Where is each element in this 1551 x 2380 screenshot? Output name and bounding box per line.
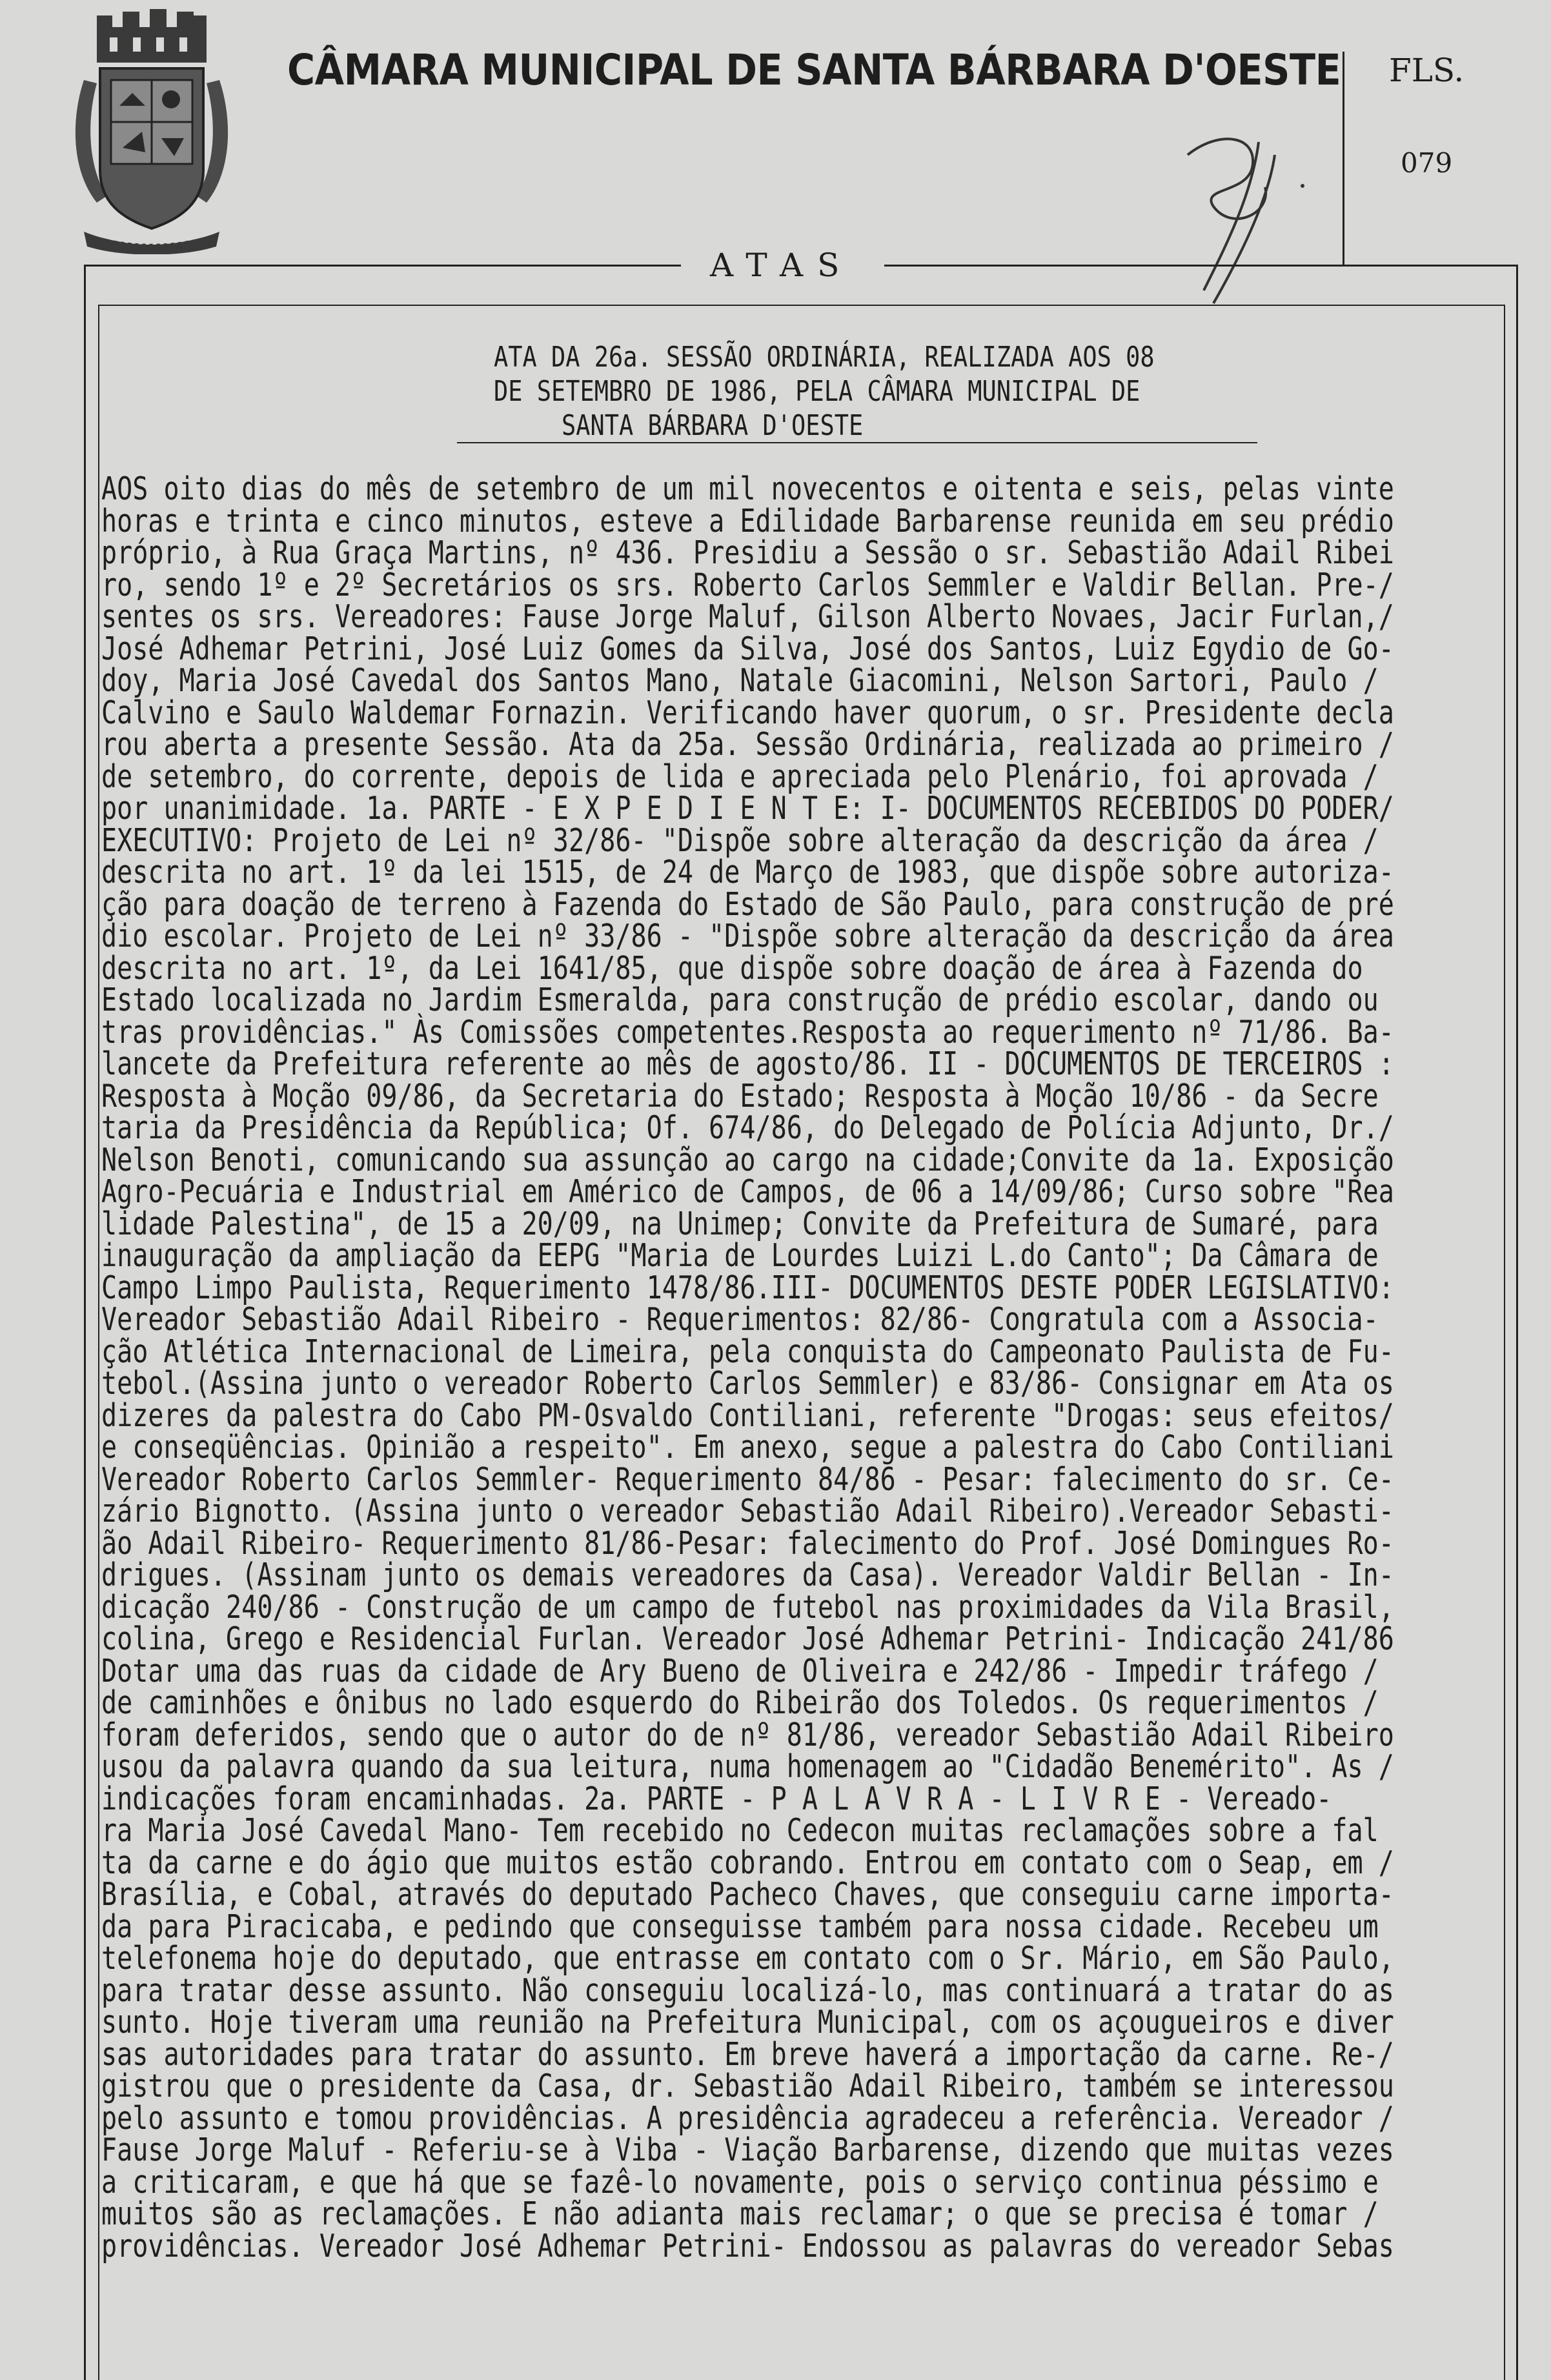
minutes-text-line: sas autoridades para tratar do assunto. Em breve haverá a importação da carne. Re-/: [101, 2035, 1394, 2073]
minutes-text-line: de setembro, do corrente, depois de lida e apreciada pelo Plenário, foi aprovada /: [101, 758, 1379, 795]
minutes-text-line: Nelson Benoti, comunicando sua assunção ao cargo na cidade;Convite da 1a. Exposição: [101, 1141, 1394, 1178]
minutes-text-line: para tratar desse assunto. Não conseguiu localizá-lo, mas continuará a tratar do as: [101, 1972, 1394, 2009]
heading-underline: [457, 442, 1257, 443]
minutes-text-line: descrita no art. 1º, da Lei 1641/85, que dispõe sobre doação de área à Fazenda do: [101, 949, 1363, 987]
section-title: ATAS: [710, 247, 854, 284]
minutes-text-line: próprio, à Rua Graça Martins, nº 436. Presidiu a Sessão o sr. Sebastião Adail Ribei: [101, 534, 1394, 571]
minutes-text-line: a criticaram, e que há que se fazê-lo novamente, pois o serviço continua péssimo e: [101, 2163, 1379, 2201]
heading-line: SANTA BÁRBARA D'OESTE: [562, 409, 864, 442]
fls-label: FLS.: [1389, 52, 1465, 89]
minutes-text-line: indicações foram encaminhadas. 2a. PARTE - P A L A V R A - L I V R E - Vereado-: [101, 1780, 1332, 1817]
minutes-text-line: drigues. (Assinam junto os demais vereadores da Casa). Vereador Valdir Bellan - In-: [101, 1557, 1394, 1593]
minutes-text-line: e conseqüências. Opinião a respeito". Em anexo, segue a palestra do Cabo Contiliani: [101, 1429, 1394, 1466]
minutes-text-line: Campo Limpo Paulista, Requerimento 1478/86.III- DOCUMENTOS DESTE PODER LEGISLATIVO:: [101, 1269, 1394, 1306]
minutes-text-line: José Adhemar Petrini, José Luiz Gomes da Silva, José dos Santos, Luiz Egydio de Go-: [101, 630, 1394, 667]
outer-frame-top-right: [884, 265, 1518, 267]
minutes-text-line: ção para doação de terreno à Fazenda do Estado de São Paulo, para construção de pré: [101, 885, 1394, 923]
outer-frame-top-left: [84, 265, 681, 267]
heading-line: ATA DA 26a. SESSÃO ORDINÁRIA, REALIZADA AOS 08: [494, 341, 1155, 374]
minutes-text-line: dicação 240/86 - Construção de um campo de futebol nas proximidades da Vila Brasil,: [101, 1588, 1394, 1626]
minutes-text-line: Brasília, e Cobal, através do deputado Pacheco Chaves, que conseguiu carne importa-: [101, 1876, 1394, 1913]
minutes-text-line: descrita no art. 1º da lei 1515, de 24 de Março de 1983, que dispõe sobre autoriza-: [101, 854, 1394, 891]
minutes-text-line: Estado localizada no Jardim Esmeralda, para construção de prédio escolar, dando ou: [101, 982, 1379, 1018]
minutes-text-line: ta da carne e do ágio que muitos estão cobrando. Entrou em contato com o Seap, em /: [101, 1844, 1394, 1881]
minutes-text-line: colina, Grego e Residencial Furlan. Vereador José Adhemar Petrini- Indicação 241/86: [101, 1620, 1394, 1657]
institution-title: CÂMARA MUNICIPAL DE SANTA BÁRBARA D'OESTE: [287, 45, 1341, 95]
minutes-text-line: tras providências." Às Comissões competentes.Resposta ao requerimento nº 71/86. Ba-: [101, 1013, 1394, 1051]
minutes-text-line: dio escolar. Projeto de Lei nº 33/86 - "Dispõe sobre alteração da descrição da área: [101, 918, 1394, 954]
minutes-text-line: usou da palavra quando da sua leitura, numa homenagem ao "Cidadão Benemérito". As /: [101, 1748, 1394, 1785]
header-divider: [1343, 52, 1344, 265]
minutes-text-line: providências. Vereador José Adhemar Petrini- Endossou as palavras do vereador Sebas: [101, 2227, 1394, 2264]
minutes-text-line: Vereador Roberto Carlos Semmler- Requerimento 84/86 - Pesar: falecimento do sr. Ce-: [101, 1460, 1394, 1498]
minutes-text-line: Calvino e Saulo Waldemar Fornazin. Verificando haver quorum, o sr. Presidente decla: [101, 694, 1394, 731]
minutes-text-line: da para Piracicaba, e pedindo que conseguisse também para nossa cidade. Recebeu um: [101, 1908, 1379, 1945]
minutes-text-line: doy, Maria José Cavedal dos Santos Mano, Natale Giacomini, Nelson Sartori, Paulo /: [101, 662, 1379, 699]
minutes-text-line: ção Atlética Internacional de Limeira, pela conquista do Campeonato Paulista de Fu-: [101, 1333, 1394, 1370]
minutes-text-line: Dotar uma das ruas da cidade de Ary Bueno de Oliveira e 242/86 - Impedir tráfego /: [101, 1652, 1379, 1689]
minutes-text-line: Fause Jorge Maluf - Referiu-se à Viba - Viação Barbarense, dizendo que muitas vezes: [101, 2132, 1394, 2168]
minutes-text-line: zário Bignotto. (Assina junto o vereador Sebastião Adail Ribeiro).Vereador Sebasti-: [101, 1493, 1394, 1529]
minutes-text-line: Vereador Sebastião Adail Ribeiro - Requerimentos: 82/86- Congratula com a Associa-: [101, 1301, 1379, 1338]
minutes-text-line: rou aberta a presente Sessão. Ata da 25a. Sessão Ordinária, realizada ao primeiro /: [101, 726, 1394, 763]
minutes-text-line: dizeres da palestra do Cabo PM-Osvaldo Contiliani, referente "Drogas: seus efeitos/: [101, 1397, 1394, 1434]
minutes-text-line: horas e trinta e cinco minutos, esteve a Edilidade Barbarense reunida em seu prédio: [101, 502, 1394, 540]
minutes-text-line: tebol.(Assina junto o vereador Roberto Carlos Semmler) e 83/86- Consignar em Ata os: [101, 1365, 1394, 1402]
minutes-text-line: ra Maria José Cavedal Mano- Tem recebido no Cedecon muitas reclamações sobre a fal: [101, 1812, 1379, 1849]
minutes-text-line: AOS oito dias do mês de setembro de um mil novecentos e oitenta e seis, pelas vinte: [101, 470, 1394, 507]
minutes-text-line: por unanimidade. 1a. PARTE - E X P E D I E N T E: I- DOCUMENTOS RECEBIDOS DO PODER/: [101, 790, 1394, 827]
minutes-text-line: sunto. Hoje tiveram uma reunião na Prefeitura Municipal, com os açougueiros e diver: [101, 2004, 1394, 2041]
minutes-text-line: foram deferidos, sendo que o autor do de nº 81/86, vereador Sebastião Adail Ribeiro: [101, 1716, 1394, 1753]
heading-line: DE SETEMBRO DE 1986, PELA CÂMARA MUNICIPAL DE: [494, 375, 1140, 408]
minutes-text-line: pelo assunto e tomou providências. A presidência agradeceu a referência. Vereador /: [101, 2099, 1394, 2137]
minutes-text-line: Agro-Pecuária e Industrial em Américo de Campos, de 06 a 14/09/86; Curso sobre "Rea: [101, 1173, 1394, 1210]
minutes-text-line: lidade Palestina", de 15 a 20/09, na Unimep; Convite da Prefeitura de Sumaré, para: [101, 1205, 1379, 1242]
page-number: 079: [1401, 147, 1453, 179]
minutes-text-line: de caminhões e ônibus no lado esquerdo do Ribeirão dos Toledos. Os requerimentos /: [101, 1684, 1379, 1721]
minutes-text-line: muitos são as reclamações. E não adianta mais reclamar; o que se precisa é tomar /: [101, 2195, 1379, 2232]
minutes-text-line: lancete da Prefeitura referente ao mês de agosto/86. II - DOCUMENTOS DE TERCEIROS :: [101, 1045, 1394, 1082]
minutes-text-line: inauguração da ampliação da EEPG "Maria de Lourdes Luizi L.do Canto"; Da Câmara de: [101, 1237, 1379, 1274]
minutes-text-line: sentes os srs. Vereadores: Fause Jorge Maluf, Gilson Alberto Novaes, Jacir Furlan,/: [101, 598, 1394, 635]
minutes-text-line: gistrou que o presidente da Casa, dr. Sebastião Adail Ribeiro, também se interessou: [101, 2068, 1394, 2104]
minutes-text-line: ro, sendo 1º e 2º Secretários os srs. Roberto Carlos Semmler e Valdir Bellan. Pre-/: [101, 566, 1394, 603]
minutes-text-line: telefonema hoje do deputado, que entrasse em contato com o Sr. Mário, em São Paulo,: [101, 1940, 1394, 1977]
minutes-text-line: ão Adail Ribeiro- Requerimento 81/86-Pesar: falecimento do Prof. José Domingues Ro-: [101, 1524, 1394, 1562]
minutes-text-line: taria da Presidência da República; Of. 674/86, do Delegado de Polícia Adjunto, Dr./: [101, 1109, 1394, 1146]
coat-of-arms-logo: [71, 9, 232, 254]
minutes-text-line: EXECUTIVO: Projeto de Lei nº 32/86- "Dispõe sobre alteração da descrição da área /: [101, 822, 1379, 859]
minutes-text-line: Resposta à Moção 09/86, da Secretaria do Estado; Resposta à Moção 10/86 - da Secre: [101, 1077, 1379, 1114]
